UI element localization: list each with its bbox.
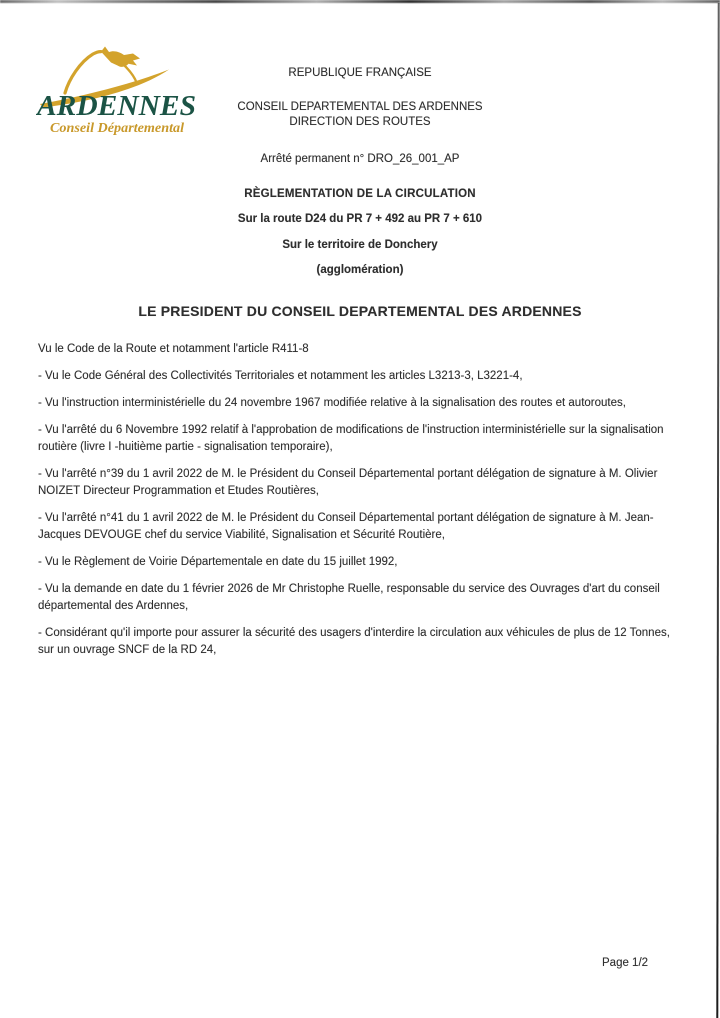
body-paragraph: - Vu l'instruction interministérielle du 24 novembre 1967 modifiée relative à la signalisation des routes et autoroutes, xyxy=(38,397,626,409)
logo-subtitle: Conseil Départemental xyxy=(50,120,185,135)
body-paragraph: - Considérant qu'il importe pour assurer la sécurité des usagers d'interdire la circulation aux véhicules de plus de 12 Tonnes, sur un ouvrage SNCF de la RD 24, xyxy=(38,627,670,656)
body-paragraph: - Vu l'arrêté n°41 du 1 avril 2022 de M. le Président du Conseil Départemental portant délégation de signature à M. Jean-Jacques DEVOUGE chef du service Viabilité, Signalisation et Sécurité Routière, xyxy=(38,512,654,541)
order-territory-line: Sur le territoire de Donchery xyxy=(282,239,438,251)
letterhead-republic: REPUBLIQUE FRANÇAISE xyxy=(288,67,432,79)
order-title: RÈGLEMENTATION DE LA CIRCULATION xyxy=(244,188,476,200)
body-paragraph: - Vu le Règlement de Voirie Départementale en date du 15 juillet 1992, xyxy=(38,556,398,568)
logo-title: ARDENNES xyxy=(36,91,196,122)
order-agglomeration: (agglomération) xyxy=(316,264,404,276)
body-paragraph: - Vu l'arrêté n°39 du 1 avril 2022 de M. le Président du Conseil Départemental portant délégation de signature à M. Olivier NOIZET Directeur Programmation et Etudes Routières, xyxy=(38,468,658,497)
page-number: Page 1/2 xyxy=(602,957,649,969)
order-reference: Arrêté permanent n° DRO_26_001_AP xyxy=(260,153,460,165)
body-paragraph: - Vu le Code Général des Collectivités Territoriales et notamment les articles L3213-3, L3221-4, xyxy=(38,370,523,382)
scan-top-edge-artifact xyxy=(0,0,720,3)
body-paragraph: Vu le Code de la Route et notamment l'article R411-8 xyxy=(38,343,309,355)
document-body xyxy=(38,341,686,669)
body-paragraph: - Vu la demande en date du 1 février 2026 de Mr Christophe Ruelle, responsable du service des Ouvrages d'art du conseil départemental des Ardennes, xyxy=(38,583,660,612)
letterhead-direction: DIRECTION DES ROUTES xyxy=(289,116,431,128)
order-road-line: Sur la route D24 du PR 7 + 492 au PR 7 + 610 xyxy=(237,213,483,225)
main-heading: LE PRESIDENT DU CONSEIL DEPARTEMENTAL DES ARDENNES xyxy=(138,303,582,319)
body-paragraph: - Vu l'arrêté du 6 Novembre 1992 relatif à l'approbation de modifications de l'instruction interministérielle sur la signalisation routière (livre I -huitième partie - signalisation temporaire), xyxy=(38,424,664,453)
letterhead-council: CONSEIL DEPARTEMENTAL DES ARDENNES xyxy=(237,101,483,113)
